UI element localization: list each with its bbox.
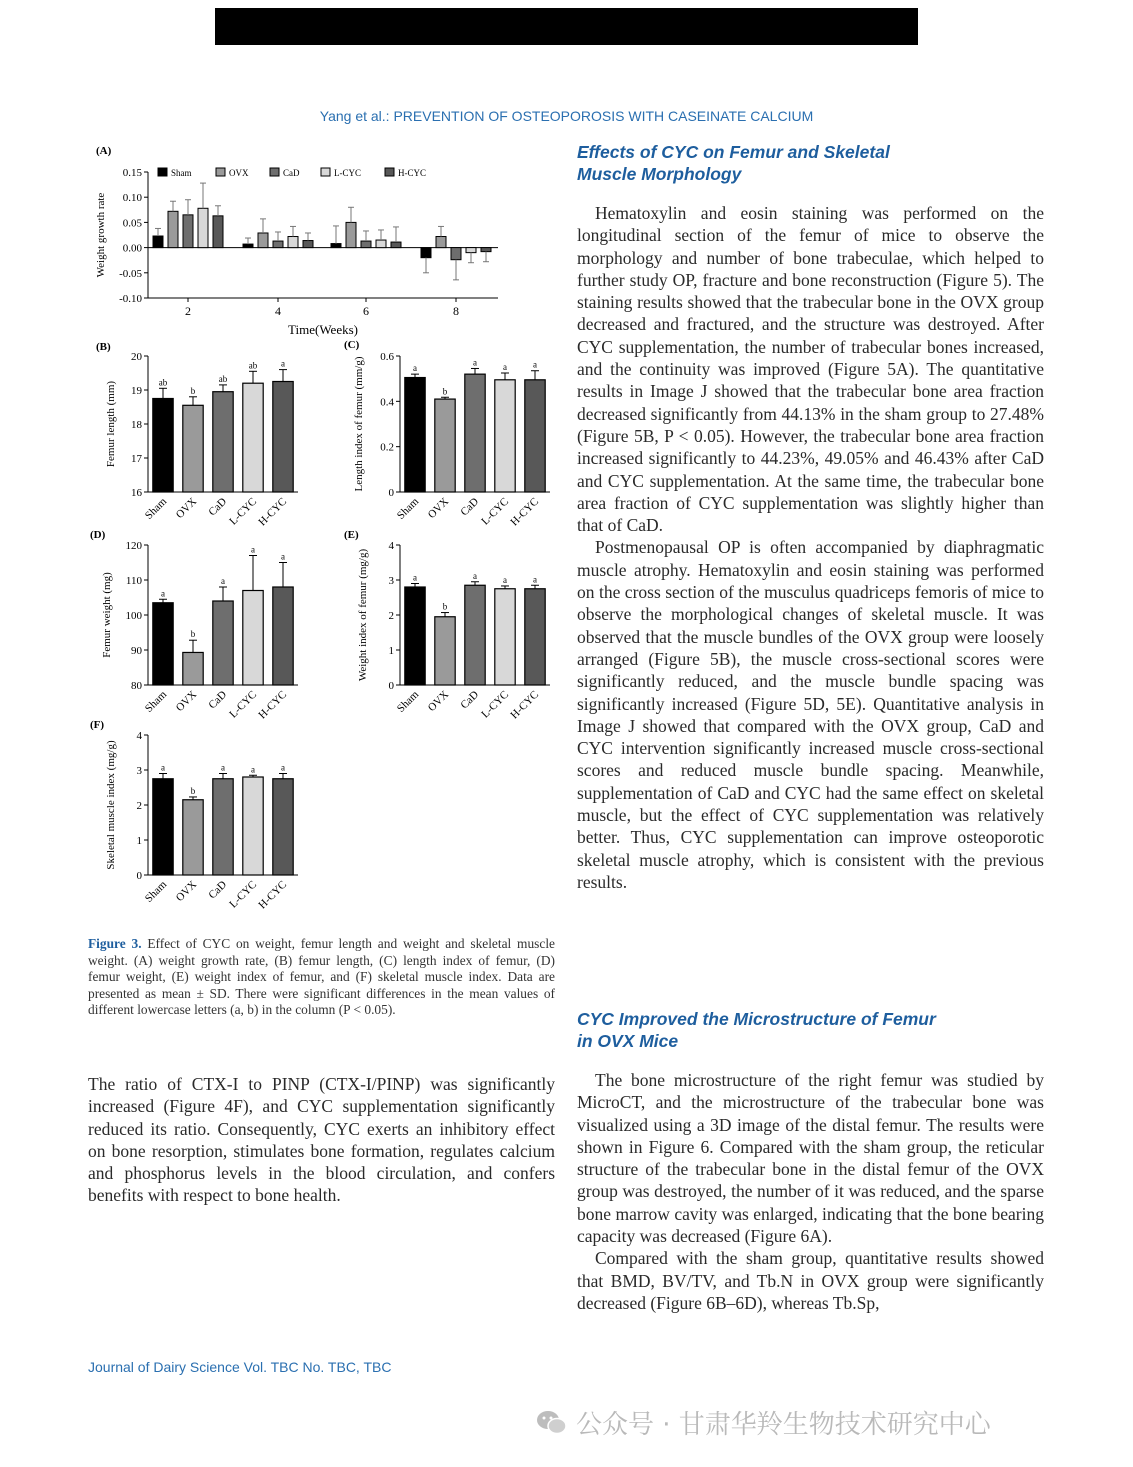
- bar-l-cyc: [376, 240, 386, 248]
- significance-letter: a: [251, 764, 255, 775]
- legend-label: L-CYC: [334, 168, 361, 178]
- x-tick-label: OVX: [425, 688, 452, 714]
- x-tick-label: CaD: [206, 878, 230, 902]
- bar-sham: [405, 378, 425, 492]
- wechat-icon: [536, 1409, 568, 1437]
- y-axis-title: Weight growth rate: [95, 192, 107, 278]
- section2-paragraph-1: The bone microstructure of the right femur was studied by MicroCT, and the microstructure of the trabecular bone was visualized using a 3D image of the distal femur. The results were shown in Figure 6. Compared with the sham group, the reticular structure of the trabecular bone in the distal femur of the OVX group was destroyed, the number of it was reduced, and the sparse bone marrow cavity was enlarged, indicating that the bone bearing capacity was decreased (Figure 6A).: [577, 1070, 1044, 1247]
- significance-letter: b: [442, 601, 448, 612]
- y-axis-title: Skeletal muscle index (mg/g): [105, 740, 117, 870]
- y-tick-label: 17: [131, 453, 142, 465]
- x-tick-label: H-CYC: [508, 688, 542, 722]
- bar-h-cyc: [213, 216, 223, 248]
- wechat-watermark: [536, 1404, 991, 1441]
- x-axis-title: Time(Weeks): [288, 322, 358, 337]
- bar-sham: [153, 236, 163, 248]
- significance-letter: a: [251, 544, 255, 555]
- bar-l-cyc: [495, 589, 515, 685]
- bar-sham: [421, 248, 431, 258]
- bar-cad: [183, 215, 193, 248]
- significance-letter: ab: [248, 360, 258, 371]
- y-tick-label: 0.4: [380, 396, 394, 409]
- section2-paragraph-2: Compared with the sham group, quantitative results showed that BMD, BV/TV, and Tb.N in OVX group were significantly decreased (Figure 6B–6D), whereas Tb.Sp,: [577, 1248, 1044, 1313]
- bar-cad: [451, 248, 461, 260]
- x-tick-label: H-CYC: [256, 495, 290, 529]
- y-tick-label: 0.6: [380, 351, 394, 363]
- section2-body: [577, 1069, 1044, 1314]
- y-tick-label: 0.2: [380, 441, 394, 454]
- x-tick-label: Sham: [142, 688, 170, 715]
- bar-cad: [213, 392, 233, 492]
- x-tick-label: Sham: [142, 495, 170, 522]
- bar-cad: [213, 601, 233, 685]
- significance-letter: a: [473, 357, 477, 368]
- x-tick-label: H-CYC: [508, 495, 542, 529]
- y-axis-title: Length index of femur (mm/g): [353, 356, 365, 492]
- y-tick-label: 4: [136, 730, 142, 742]
- legend-label: OVX: [229, 168, 249, 178]
- x-tick-label: OVX: [173, 495, 200, 521]
- legend-swatch: [216, 168, 225, 176]
- bar-h-cyc: [273, 587, 293, 685]
- bar-h-cyc: [525, 589, 545, 685]
- bar-sham: [405, 587, 425, 685]
- bar-h-cyc: [391, 242, 401, 248]
- significance-letter: a: [161, 588, 165, 599]
- panel-label: (D): [90, 529, 106, 541]
- x-tick-label: L-CYC: [227, 878, 260, 911]
- significance-letter: b: [442, 386, 448, 397]
- bar-cad: [361, 241, 371, 248]
- bar-ovx: [435, 399, 455, 492]
- bar-sham: [153, 603, 173, 685]
- bar-ovx: [183, 405, 203, 492]
- x-tick-label: H-CYC: [256, 688, 290, 722]
- bar-l-cyc: [243, 383, 263, 492]
- caption-label: Figure 3.: [88, 936, 142, 951]
- panel-label: (F): [90, 719, 105, 731]
- x-tick-label: 6: [363, 304, 369, 318]
- bar-sham: [331, 244, 341, 248]
- watermark-text: 公众号 · 甘肃华羚生物技术研究中心: [576, 1410, 991, 1440]
- y-axis-title: Femur weight (mg): [101, 572, 113, 658]
- bar-sham: [243, 244, 253, 248]
- y-tick-label: 20: [131, 351, 142, 363]
- bar-l-cyc: [288, 237, 298, 248]
- figure-caption: [88, 936, 555, 1019]
- left-paragraph: The ratio of CTX-I to PINP (CTX-I/PINP) was significantly increased (Figure 4F), and CYC supplementation significantly reduced its ratio. Consequently, CYC exerts an inhibitory effect on bone resorption, stimulates bone formation, regulates calcium and phosphorus levels in the blood circulation, and confers benefits with respect to bone health.: [88, 1074, 555, 1206]
- panel-label: (A): [96, 145, 112, 157]
- x-tick-label: L-CYC: [227, 495, 260, 528]
- x-tick-label: L-CYC: [479, 495, 512, 528]
- bar-cad: [465, 374, 485, 492]
- legend-label: CaD: [283, 168, 300, 178]
- y-tick-label: 110: [125, 575, 142, 587]
- significance-letter: a: [533, 574, 537, 585]
- redacted-title-bar: [215, 8, 918, 45]
- x-tick-label: Sham: [142, 878, 170, 905]
- section2-heading: [577, 1008, 936, 1052]
- bar-h-cyc: [273, 382, 293, 493]
- y-tick-label: 18: [131, 419, 142, 431]
- running-head: Yang et al.: PREVENTION OF OSTEOPOROSIS WITH CASEINATE CALCIUM: [319, 108, 814, 124]
- y-tick-label: -0.05: [119, 267, 142, 280]
- section1-paragraph-1: Hematoxylin and eosin staining was performed on the longitudinal section of the femur of mice to observe the morphology and number of bone trabeculae, which helped to further study OP, fracture and bone reconstruction (Figure 5). The staining results showed that the trabecular bone in the OVX group decreased and fractured, and the structure was destroyed. After CYC supplementation, the number of trabecular bones increased, and the continuity was improved (Figure 5A). The quantitative results in Image J showed that the trabecular bone area fraction decreased significantly from 44.13% in the sham group to 27.48% (Figure 5B, P < 0.05). However, the trabecular bone area fraction increased significantly to 44.23%, 49.05% and 46.43% after CaD and CYC supplementation. At the same time, the trabecular bone area fraction of CYC supplementation was slightly higher than that of CaD.: [577, 203, 1044, 536]
- panel-label: (E): [344, 529, 359, 541]
- journal-footer: Journal of Dairy Science Vol. TBC No. TBC, TBC: [88, 1359, 392, 1375]
- y-tick-label: 0.00: [122, 242, 142, 255]
- bar-ovx: [168, 211, 178, 247]
- bar-ovx: [258, 233, 268, 248]
- y-tick-label: 19: [131, 385, 142, 397]
- bar-cad: [213, 779, 233, 875]
- legend-swatch: [158, 168, 167, 176]
- significance-letter: ab: [218, 373, 228, 384]
- section1-heading-line2: Muscle Morphology: [577, 164, 742, 184]
- significance-letter: a: [221, 576, 225, 586]
- significance-letter: a: [281, 358, 285, 369]
- x-tick-label: 8: [453, 304, 459, 318]
- x-tick-label: OVX: [173, 878, 200, 904]
- y-tick-label: 0: [136, 870, 142, 882]
- y-tick-label: 120: [125, 540, 142, 552]
- legend-label: H-CYC: [398, 168, 427, 178]
- x-tick-label: 4: [275, 304, 281, 318]
- section1-paragraph-2: Postmenopausal OP is often accompanied by diaphragmatic muscle atrophy. Hematoxylin and eosin staining was performed on the cross section of the musculus quadriceps femoris of mice to observe the morphological changes of skeletal muscle. It was observed that the muscle bundles of the OVX group were loosely arranged (Figure 5B), the muscle cross-sectional scores were significantly reduced, and the muscle bundle spacing was significantly increased (Figure 5D, 5E). Quantitative analysis in Image J showed that compared with the OVX group, CaD and CYC intervention significantly increased muscle cross-sectional scores and reduced muscle bundle spacing. Meanwhile, supplementation of CaD and CYC had the same effect on skeletal muscle, but the effect of CYC supplementation was relatively better. Thus, CYC supplementation can improve osteoporotic skeletal muscle atrophy, which is consistent with the previous results.: [577, 537, 1044, 892]
- section2-heading-line2: in OVX Mice: [577, 1031, 679, 1051]
- significance-letter: b: [190, 385, 196, 396]
- bar-cad: [273, 241, 283, 248]
- significance-letter: a: [281, 551, 285, 562]
- section1-heading: [577, 141, 890, 185]
- x-tick-label: H-CYC: [256, 878, 290, 912]
- y-tick-label: 2: [136, 800, 142, 812]
- x-tick-label: 2: [185, 304, 191, 318]
- bar-ovx: [436, 237, 446, 248]
- x-tick-label: CaD: [206, 495, 230, 519]
- bar-l-cyc: [466, 248, 476, 253]
- significance-letter: b: [190, 629, 196, 640]
- bar-h-cyc: [481, 248, 491, 252]
- legend-swatch: [270, 168, 279, 176]
- x-tick-label: CaD: [206, 688, 230, 712]
- y-axis-title: Weight index of femur (mg/g): [357, 548, 369, 682]
- y-tick-label: 4: [388, 540, 394, 552]
- bar-h-cyc: [303, 241, 313, 248]
- significance-letter: a: [161, 762, 165, 773]
- significance-letter: a: [413, 363, 417, 374]
- legend-label: Sham: [171, 168, 192, 178]
- x-tick-label: CaD: [458, 688, 482, 712]
- x-tick-label: L-CYC: [227, 688, 260, 721]
- bar-h-cyc: [273, 779, 293, 875]
- y-tick-label: 16: [131, 487, 142, 499]
- bar-ovx: [346, 222, 356, 247]
- panel-label: (C): [344, 339, 360, 351]
- bar-ovx: [183, 652, 203, 685]
- y-axis-title: Femur length (mm): [105, 380, 117, 468]
- bar-cad: [465, 585, 485, 685]
- x-tick-label: L-CYC: [479, 688, 512, 721]
- y-tick-label: 0.05: [122, 217, 142, 230]
- y-tick-label: 100: [125, 610, 142, 622]
- legend-swatch: [321, 168, 330, 176]
- y-tick-label: -0.10: [119, 293, 142, 305]
- x-tick-label: OVX: [425, 495, 452, 521]
- bar-l-cyc: [243, 591, 263, 686]
- y-tick-label: 3: [388, 575, 394, 587]
- left-paragraph-block: [88, 1073, 555, 1207]
- significance-letter: a: [281, 762, 285, 773]
- significance-letter: a: [533, 359, 537, 370]
- y-tick-label: 3: [136, 765, 142, 777]
- x-tick-label: CaD: [458, 495, 482, 519]
- x-tick-label: Sham: [394, 495, 422, 522]
- section1-heading-line1: Effects of CYC on Femur and Skeletal: [577, 142, 890, 162]
- x-tick-label: OVX: [173, 688, 200, 714]
- panel-label: (B): [96, 341, 111, 353]
- significance-letter: a: [473, 570, 477, 581]
- bar-sham: [153, 779, 173, 875]
- y-tick-label: 0.10: [122, 192, 142, 205]
- bar-h-cyc: [525, 380, 545, 492]
- y-tick-label: 0: [388, 487, 394, 499]
- y-tick-label: 80: [131, 680, 142, 692]
- caption-text: Effect of CYC on weight, femur length and weight and skeletal muscle weight. (A) weight growth rate, (B) femur length, (C) length index of femur, (D) femur weight, (E) weight index of femur, and (F) skeletal muscle index. Data are presented as mean ± SD. There were significant differences in the mean values of different lowercase letters (a, b) in the column (P < 0.05).: [88, 936, 555, 1018]
- section2-heading-line1: CYC Improved the Microstructure of Femur: [577, 1009, 936, 1029]
- significance-letter: b: [190, 785, 196, 796]
- bar-l-cyc: [243, 777, 263, 875]
- significance-letter: a: [221, 762, 225, 773]
- bar-sham: [153, 399, 173, 493]
- significance-letter: a: [503, 362, 507, 372]
- y-tick-label: 2: [388, 610, 394, 622]
- bar-ovx: [435, 617, 455, 685]
- y-tick-label: 0: [388, 680, 394, 692]
- bar-l-cyc: [198, 208, 208, 247]
- figure-3: [88, 140, 568, 940]
- bar-l-cyc: [495, 380, 515, 492]
- y-tick-label: 1: [388, 645, 394, 657]
- y-tick-label: 90: [131, 645, 142, 657]
- legend-swatch: [385, 168, 394, 176]
- y-tick-label: 0.15: [122, 167, 142, 179]
- significance-letter: ab: [158, 377, 168, 388]
- significance-letter: a: [503, 574, 507, 585]
- y-tick-label: 1: [136, 835, 142, 847]
- x-tick-label: Sham: [394, 688, 422, 715]
- significance-letter: a: [413, 572, 417, 583]
- bar-ovx: [183, 800, 203, 875]
- section1-body: [577, 202, 1044, 893]
